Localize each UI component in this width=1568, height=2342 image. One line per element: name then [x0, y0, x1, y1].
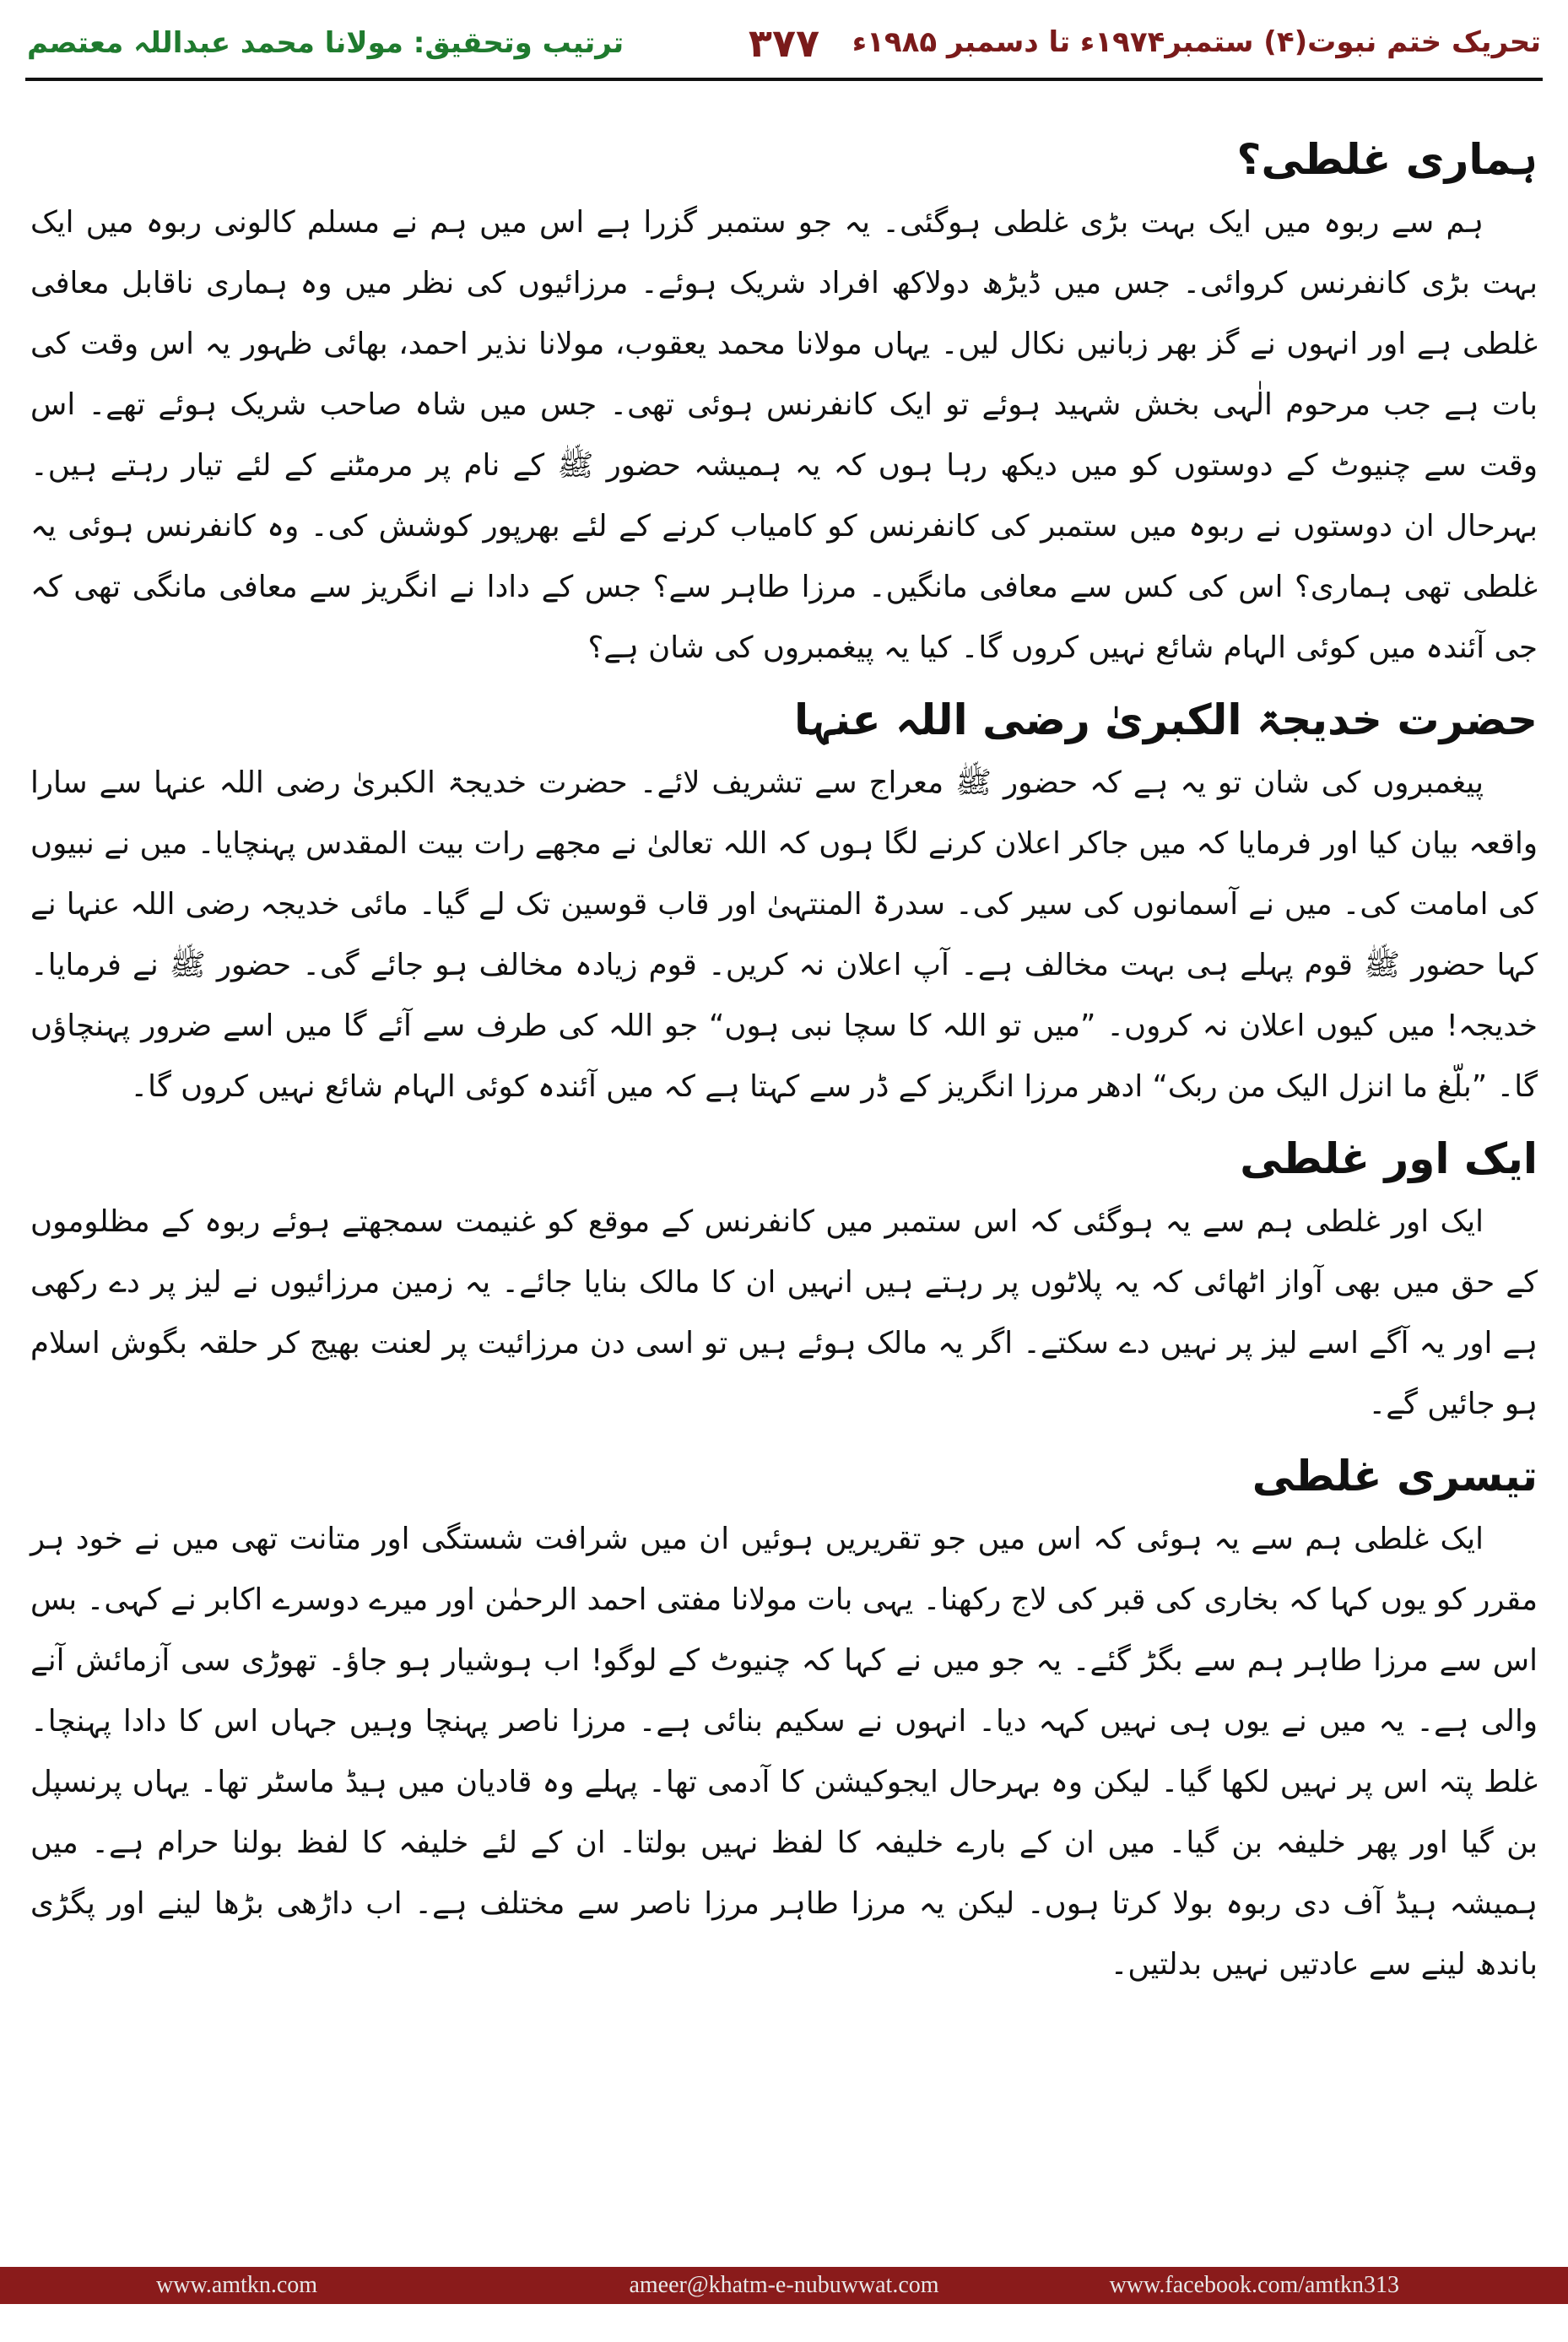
section-heading: حضرت خدیجۃ الکبریٰ رضی اللہ عنہا: [794, 695, 1538, 744]
footer-website-link[interactable]: www.amtkn.com: [156, 2272, 318, 2298]
section-khadija: [30, 687, 1538, 1117]
section-paragraph: ایک اور غلطی ہم سے یہ ہوگئی کہ اس ستمبر میں کانفرنس کے موقع کو غنیمت سمجھتے ہوئے ربوہ کے مظلوموں کے حق میں بھی آواز اٹھائی کہ یہ پلاٹوں پر رہتے ہیں انہیں ان کا مالک بنایا جائے۔ یہ زمین مرزائیوں نے لیز پر دے رکھی ہے اور یہ آگے اسے لیز پر نہیں دے سکتے۔ اگر یہ مالک ہوئے ہیں تو اسی دن مرزائیت پر لعنت بھیج کر حلقہ بگوش اسلام ہو جائیں گے۔: [30, 1204, 1538, 1421]
section-heading: تیسری غلطی: [1252, 1452, 1538, 1501]
page-header: [0, 0, 1568, 81]
section-another-mistake: [30, 1126, 1538, 1435]
footer-facebook-link[interactable]: www.facebook.com/amtkn313: [1109, 2272, 1399, 2298]
section-third-mistake: [30, 1443, 1538, 1995]
page-footer: [0, 2267, 1568, 2304]
compiler-credit: ترتیب وتحقیق: مولانا محمد عبداللہ معتصم: [27, 26, 624, 60]
book-title: تحریک ختم نبوت(۴) ستمبر۱۹۷۴ء تا دسمبر ۱۹۸۵ء: [852, 25, 1541, 59]
section-heading: ہماری غلطی؟: [1236, 135, 1538, 184]
header-divider: [25, 78, 1543, 81]
section-heading: ایک اور غلطی: [1240, 1134, 1538, 1183]
section-paragraph: ایک غلطی ہم سے یہ ہوئی کہ اس میں جو تقریریں ہوئیں ان میں شرافت شستگی اور متانت تھی میں نے خود ہر مقرر کو یوں کہا کہ بخاری کی قبر کی لاج رکھنا۔ یہی بات مولانا مفتی احمد الرحمٰن اور میرے دوسرے اکابر نے کہی۔ بس اس سے مرزا طاہر ہم سے بگڑ گئے۔ یہ جو میں نے کہا کہ چنیوٹ کے لوگو! اب ہوشیار ہو جاؤ۔ تھوڑی سی آزمائش آنے والی ہے۔ یہ میں نے یوں ہی نہیں کہہ دیا۔ انہوں نے سکیم بنائی ہے۔ مرزا ناصر پہنچا وہیں جہاں اس کا دادا پہنچا۔ غلط پتہ اس پر نہیں لکھا گیا۔ لیکن وہ بہرحال ایجوکیشن کا آدمی تھا۔ پہلے وہ قادیان میں ہیڈ ماسٹر تھا۔ یہاں پرنسپل بن گیا اور پھر خلیفہ بن گیا۔ میں ان کے بارے خلیفہ کا لفظ نہیں بولتا۔ ان کے لئے خلیفہ کا لفظ بولنا حرام ہے۔ میں ہمیشہ ہیڈ آف دی ربوہ بولا کرتا ہوں۔ لیکن یہ مرزا طاہر مرزا ناصر سے مختلف ہے۔ اب داڑھی بڑھا لینے اور پگڑی باندھ لینے سے عادتیں نہیں بدلتیں۔: [30, 1522, 1538, 1982]
section-our-mistake: [30, 127, 1538, 679]
section-paragraph: پیغمبروں کی شان تو یہ ہے کہ حضور ﷺ معراج سے تشریف لائے۔ حضرت خدیجۃ الکبریٰ رضی اللہ عنہا سے سارا واقعہ بیان کیا اور فرمایا کہ میں جاکر اعلان کرنے لگا ہوں کہ اللہ تعالیٰ نے مجھے رات بیت المقدس پہنچایا۔ میں نے نبیوں کی امامت کی۔ میں نے آسمانوں کی سیر کی۔ سدرۃ المنتہیٰ اور قاب قوسین تک لے گیا۔ مائی خدیجہ رضی اللہ عنہا نے کہا حضور ﷺ قوم پہلے ہی بہت مخالف ہے۔ آپ اعلان نہ کریں۔ قوم زیادہ مخالف ہو جائے گی۔ حضور ﷺ نے فرمایا۔ خدیجہ! میں کیوں اعلان نہ کروں۔ ”میں تو اللہ کا سچا نبی ہوں“ جو اللہ کی طرف سے آئے گا میں اسے ضرور پہنچاؤں گا۔ ”بلّغ ما انزل الیک من ربک“ ادھر مرزا انگریز کے ڈر سے کہتا ہے کہ میں آئندہ کوئی الہام شائع نہیں کروں گا۔: [30, 765, 1538, 1104]
footer-email-link[interactable]: ameer@khatm-e-nubuwwat.com: [629, 2272, 939, 2298]
article-body: [30, 127, 1538, 2224]
page-number: ۳۷۷: [748, 20, 820, 66]
section-paragraph: ہم سے ربوہ میں ایک بہت بڑی غلطی ہوگئی۔ یہ جو ستمبر گزرا ہے اس میں ہم نے مسلم کالونی ربوہ میں ایک بہت بڑی کانفرنس کروائی۔ جس میں ڈیڑھ دولاکھ افراد شریک ہوئے۔ مرزائیوں کی نظر میں وہ ہماری ناقابل معافی غلطی ہے اور انہوں نے گز بھر زبانیں نکال لیں۔ یہاں مولانا محمد یعقوب، مولانا نذیر احمد، بھائی ظہور یہ اس وقت کی بات ہے جب مرحوم الٰہی بخش شہید ہوئے تو ایک کانفرنس ہوئی تھی۔ جس میں شاہ صاحب شریک ہوئے تھے۔ اس وقت سے چنیوٹ کے دوستوں کو میں دیکھ رہا ہوں کہ یہ ہمیشہ حضور ﷺ کے نام پر مرمٹنے کے لئے تیار رہتے ہیں۔ بہرحال ان دوستوں نے ربوہ میں ستمبر کی کانفرنس کو کامیاب کرنے کے لئے بھرپور کوشش کی۔ وہ کانفرنس ہوئی یہ غلطی تھی ہماری؟ اس کی کس سے معافی مانگیں۔ مرزا طاہر سے؟ جس کے دادا نے انگریز سے معافی مانگی تھی کہ جی آئندہ میں کوئی الہام شائع نہیں کروں گا۔ کیا یہ پیغمبروں کی شان ہے؟: [30, 205, 1538, 665]
